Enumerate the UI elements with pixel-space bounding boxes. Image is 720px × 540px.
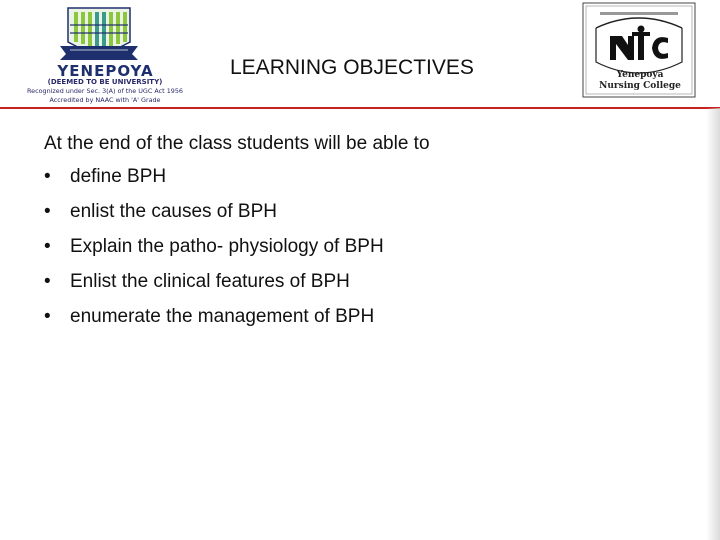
nursing-college-logo bbox=[582, 2, 696, 98]
header-divider bbox=[0, 107, 720, 109]
university-deemed-text: (DEEMED TO BE UNIVERSITY) bbox=[47, 78, 163, 86]
nursing-college-name-line2: Nursing College bbox=[599, 81, 681, 91]
objectives-intro: At the end of the class students will be able to bbox=[44, 133, 430, 154]
bullet-icon: • bbox=[44, 236, 51, 257]
university-accreditation-text: Accredited by NAAC with 'A' Grade bbox=[49, 96, 161, 104]
objective-text: enumerate the management of BPH bbox=[70, 306, 375, 327]
objective-text: Explain the patho- physiology of BPH bbox=[70, 236, 384, 257]
university-logo bbox=[6, 2, 196, 106]
bullet-icon: • bbox=[44, 166, 51, 187]
objective-text: define BPH bbox=[70, 166, 167, 187]
objective-text: enlist the causes of BPH bbox=[70, 201, 277, 222]
slide-title: LEARNING OBJECTIVES bbox=[230, 56, 474, 79]
bullet-icon: • bbox=[44, 201, 51, 222]
university-emblem-icon bbox=[6, 2, 196, 62]
university-name: YENEPOYA bbox=[57, 62, 154, 80]
nursing-college-name-line1: Yenepoya bbox=[616, 70, 664, 80]
objective-text: Enlist the clinical features of BPH bbox=[70, 271, 350, 292]
bullet-icon: • bbox=[44, 306, 51, 327]
bullet-icon: • bbox=[44, 271, 51, 292]
slide-edge-shadow bbox=[706, 108, 720, 540]
university-recognition-text: Recognized under Sec. 3(A) of the UGC Act 1956 bbox=[27, 87, 183, 95]
